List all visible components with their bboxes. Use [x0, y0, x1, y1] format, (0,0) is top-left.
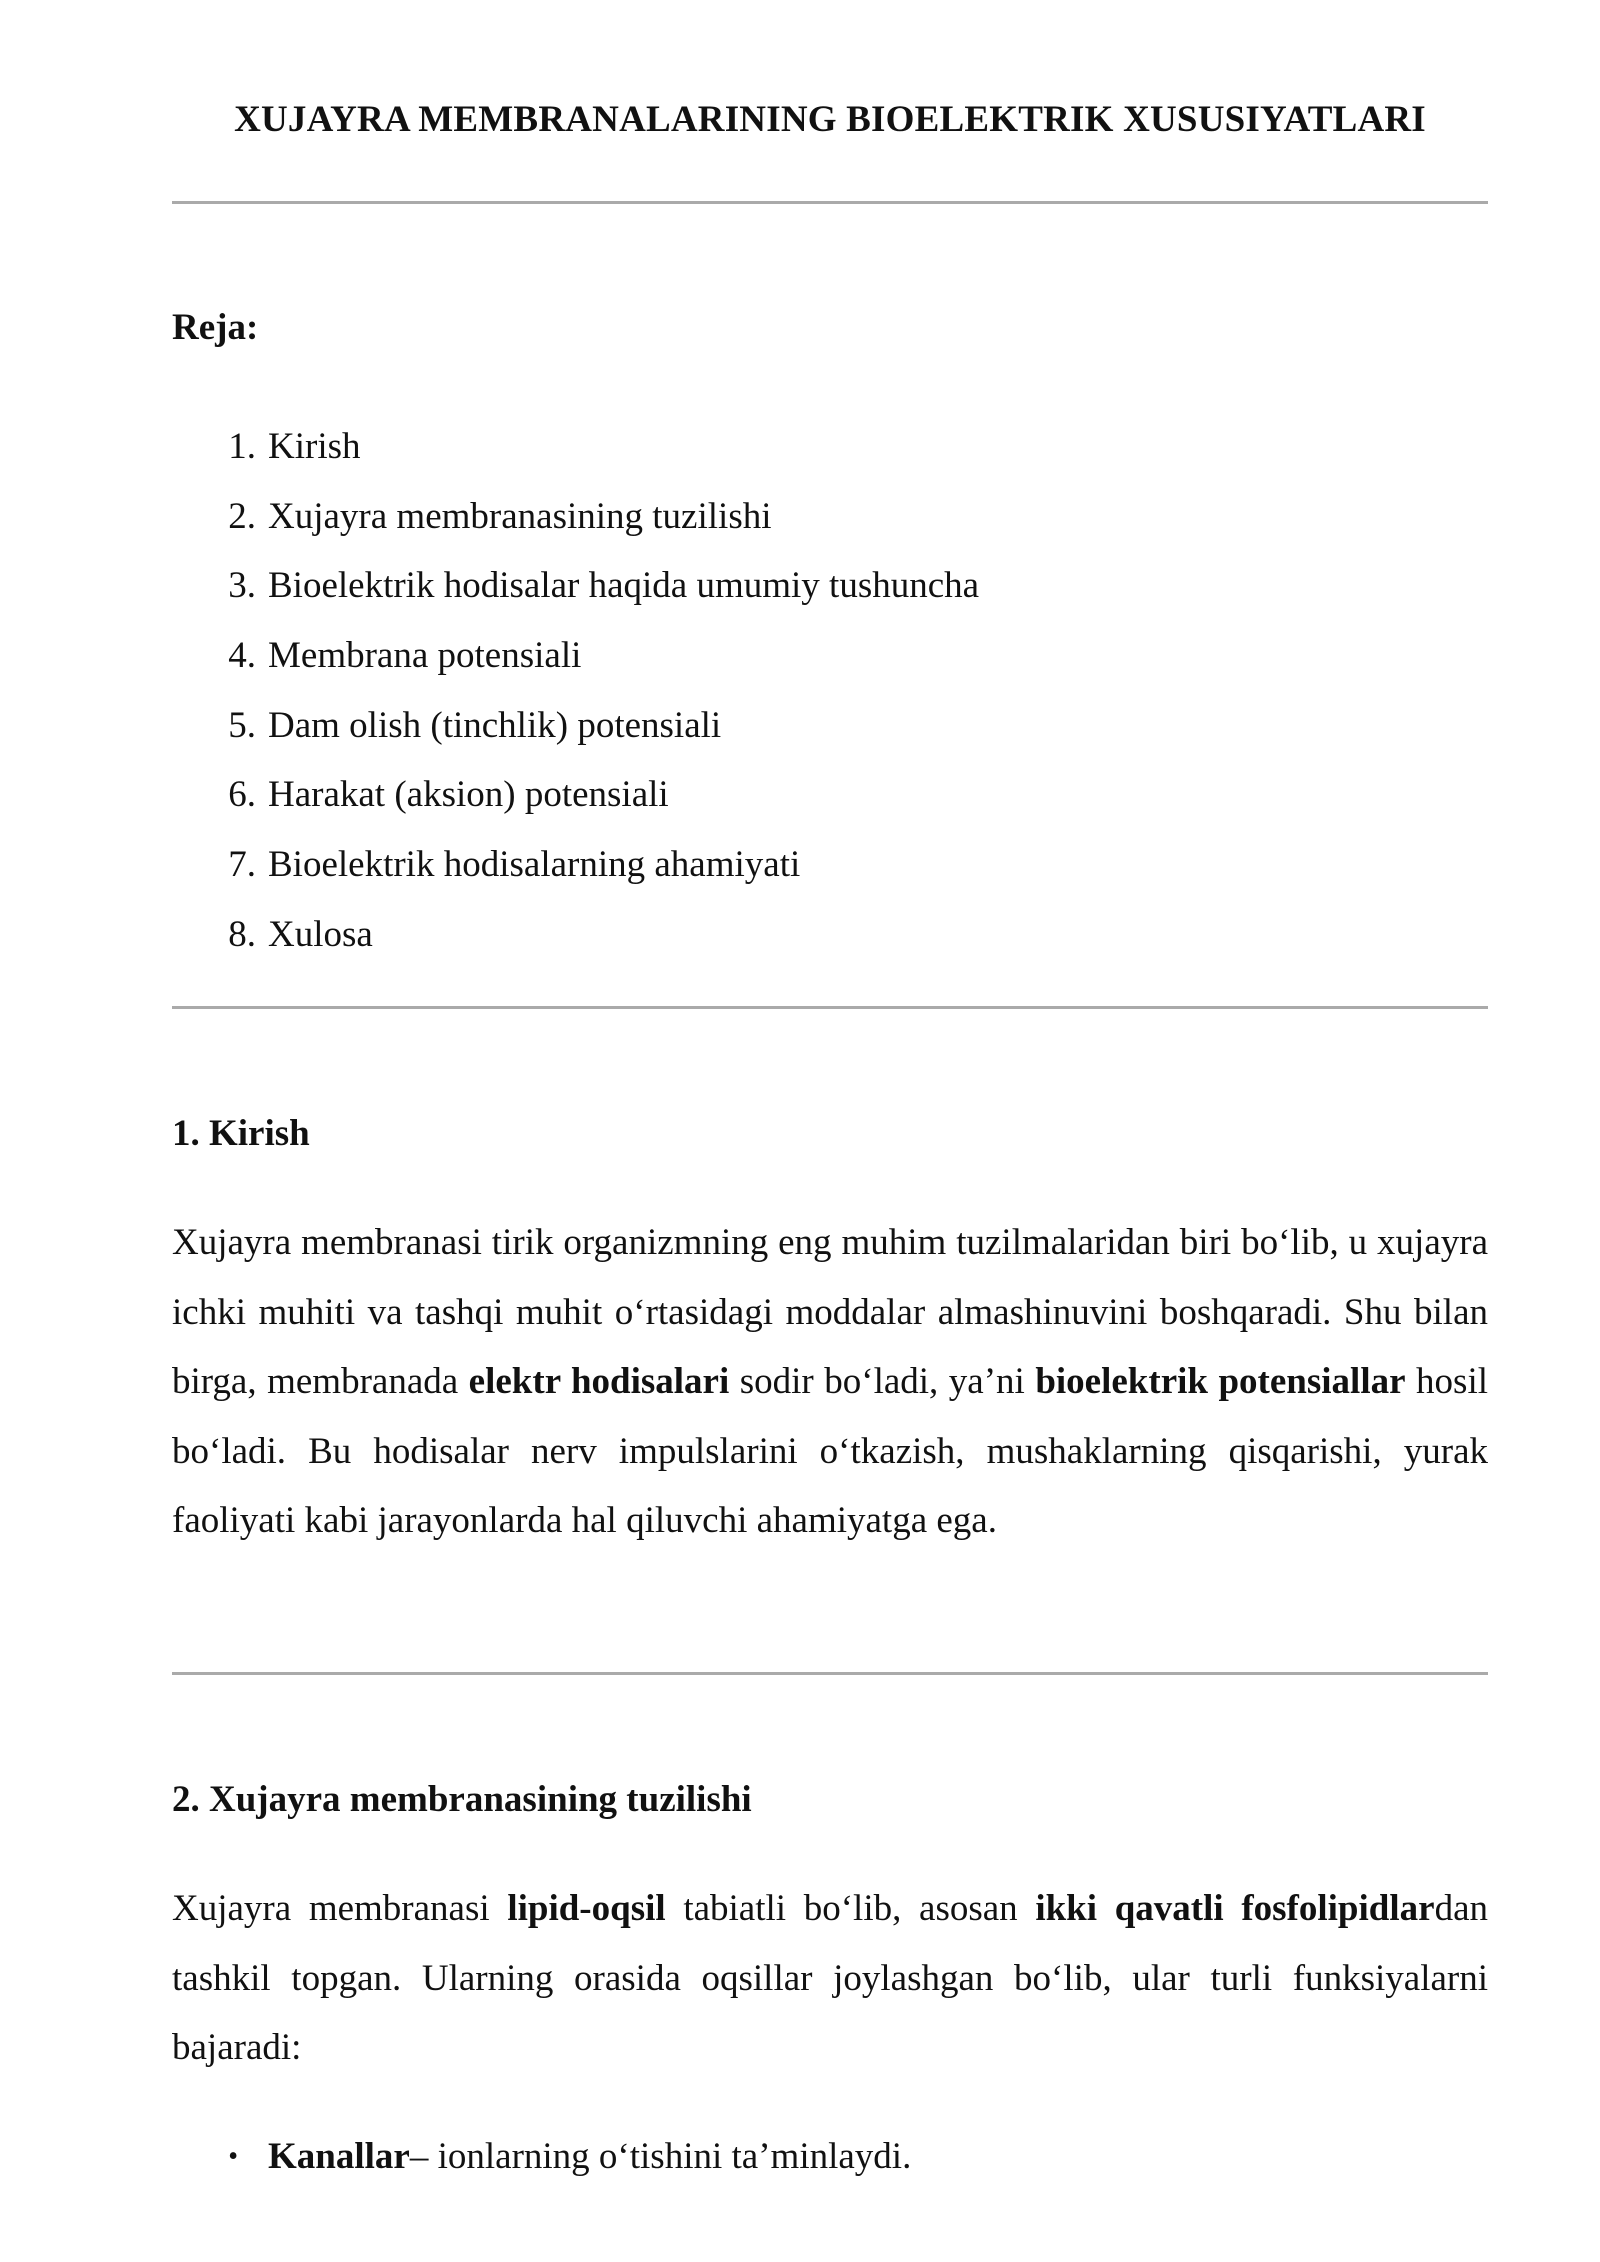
- plan-item-number: 5.: [228, 704, 256, 746]
- plan-item-number: 1.: [228, 426, 256, 467]
- plan-item-number: 6.: [228, 774, 256, 816]
- plan-item-number: 4.: [228, 635, 256, 677]
- plan-item: [172, 551, 979, 621]
- emphasis: bioelektrik potensiallar: [1035, 1361, 1406, 1402]
- plan-item-number: 3.: [228, 565, 256, 607]
- plan-item-text: Bioelektrik hodisalarning ahamiyati: [268, 844, 801, 886]
- emphasis: Kanallar: [268, 2136, 410, 2177]
- section-paragraph: Xujayra membranasi lipid-oqsil tabiatli bo‘lib, asosan ikki qavatli fosfolipidlardan tashkil topgan. Ularning orasida oqsillar joylashgan bo‘lib, ular turli funksiyalarni bajaradi:: [172, 1888, 1488, 2068]
- plan-item: [172, 691, 979, 761]
- section-paragraph: Xujayra membranasi tirik organizmning eng muhim tuzilmalaridan biri bo‘lib, u xujayra ichki muhiti va tashqi muhit o‘rtasidagi moddalar almashinuvini boshqaradi. Shu bilan birga, membranada elektr hodisalari sodir bo‘ladi, ya’ni bioelektrik potensiallar hosil bo‘ladi. Bu hodisalar nerv impulslarini o‘tkazish, mushaklarning qisqarishi, yurak faoliyati kabi jarayonlarda hal qiluvchi ahamiyatga ega.: [172, 1222, 1488, 1541]
- divider: [172, 1672, 1488, 1675]
- plan-item-number: 7.: [228, 844, 256, 886]
- plan-item: [172, 760, 979, 830]
- emphasis: elektr hodisalari: [468, 1361, 730, 1402]
- plan-item-text: Membrana potensiali: [268, 635, 582, 677]
- plan-item-text: Xulosa: [268, 913, 373, 955]
- emphasis: ikki qavatli fosfolipidlar: [1035, 1888, 1435, 1929]
- plan-item-text: Harakat (aksion) potensiali: [268, 774, 669, 816]
- plan-item: [172, 900, 979, 970]
- plan-item: [172, 830, 979, 900]
- bullet-item: • Kanallar – ionlarning o‘tishini ta’minlaydi.: [172, 2122, 911, 2191]
- plan-item: [172, 621, 979, 691]
- divider: [172, 201, 1488, 204]
- plan-item-text: Xujayra membranasining tuzilishi: [268, 495, 772, 537]
- plan-item-text: Kirish: [268, 426, 361, 467]
- plan-heading: Reja:: [172, 307, 259, 348]
- bullet-list: [172, 2122, 911, 2191]
- emphasis: lipid-oqsil: [507, 1888, 666, 1929]
- plan-item: [172, 482, 979, 552]
- plan-item-number: 2.: [228, 495, 256, 537]
- plan-list: [172, 412, 979, 970]
- section-heading: 1. Kirish: [172, 1113, 310, 1154]
- divider: [172, 1006, 1488, 1009]
- plan-item-number: 8.: [228, 913, 256, 955]
- bullet-icon: •: [228, 2141, 238, 2172]
- plan-item: [172, 412, 979, 482]
- plan-item-text: Dam olish (tinchlik) potensiali: [268, 704, 722, 746]
- plan-item-text: Bioelektrik hodisalar haqida umumiy tushuncha: [268, 565, 980, 607]
- document-title: XUJAYRA MEMBRANALARINING BIOELEKTRIK XUSUSIYATLARI: [234, 99, 1426, 140]
- section-heading: 2. Xujayra membranasining tuzilishi: [172, 1779, 752, 1820]
